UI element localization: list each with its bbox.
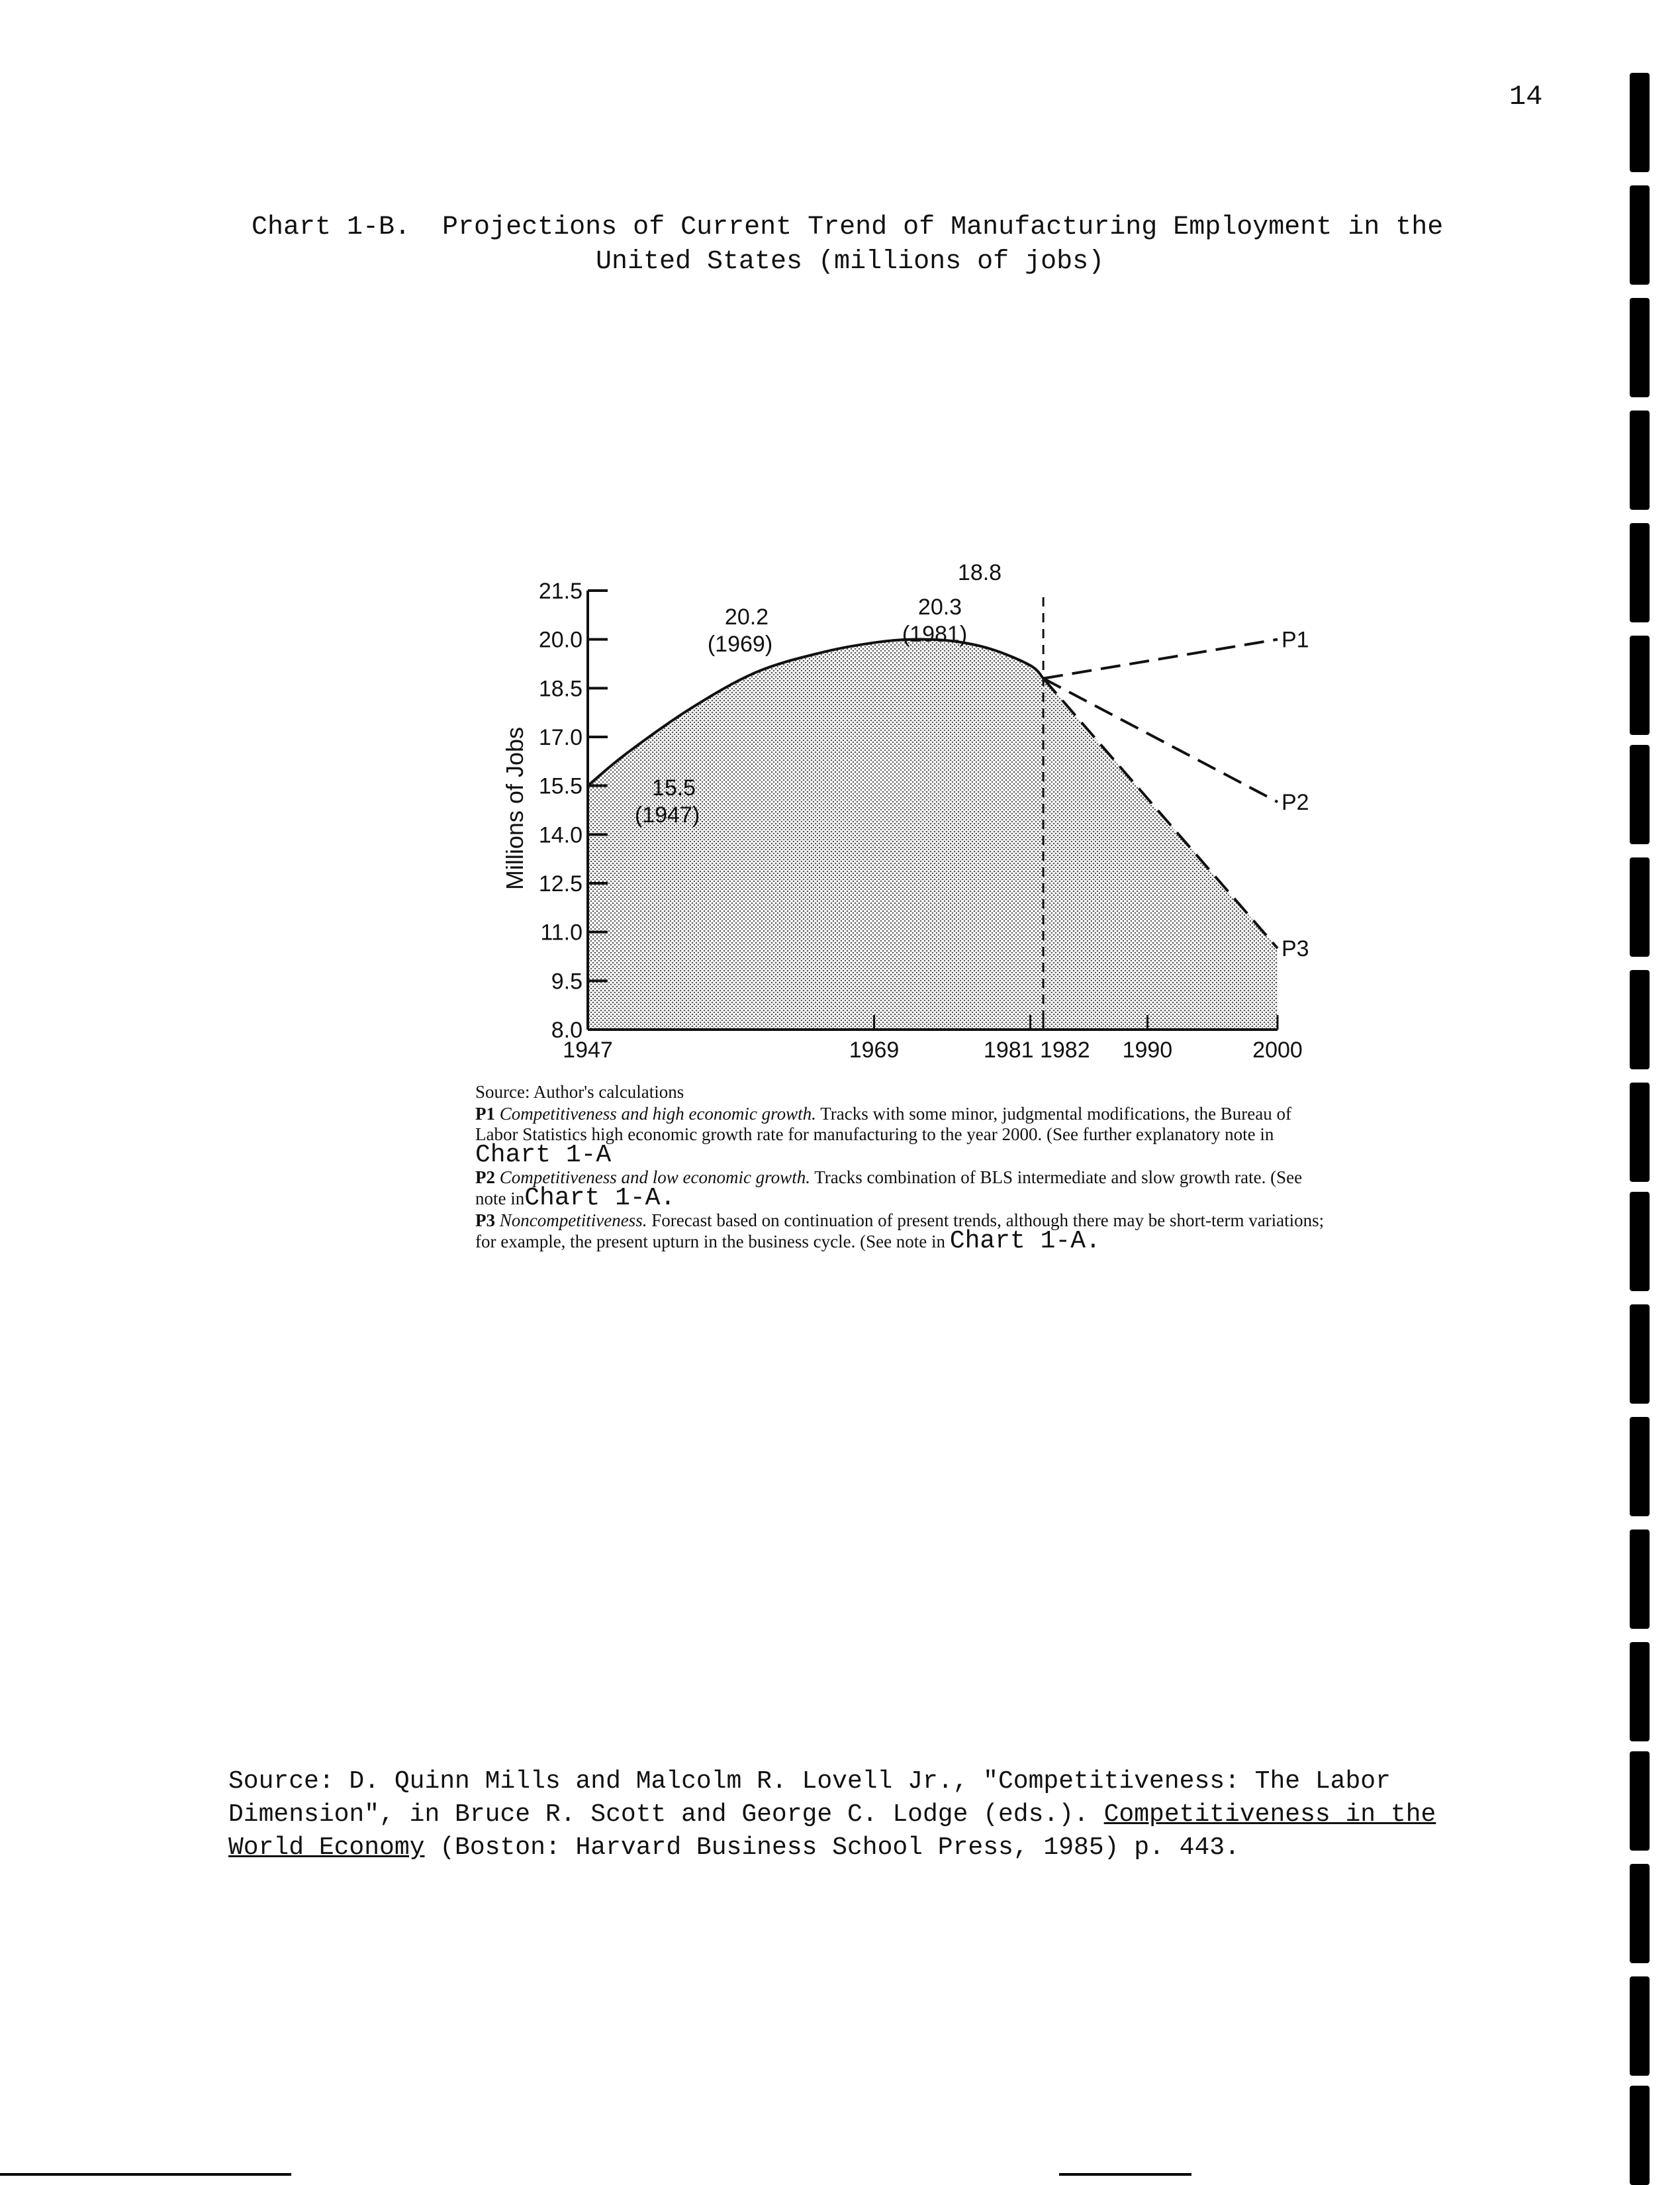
x-tick-label: 1981 1982 [983, 1038, 1090, 1063]
note-p3 [475, 1210, 1336, 1255]
binding-mark [1630, 1192, 1650, 1291]
x-tick-label: 1990 [1122, 1038, 1173, 1063]
note-p2-label: P2 [475, 1167, 495, 1187]
x-tick-label: 1947 [563, 1038, 613, 1063]
annotation-year: (1947) [634, 802, 700, 828]
y-tick-label: 11.0 [540, 920, 583, 946]
binding-mark [1630, 298, 1650, 397]
binding-mark [1630, 2086, 1650, 2185]
citation-part2: (Boston: Harvard Business School Press, 1985) p. 443. [424, 1833, 1240, 1862]
y-tick-label: 20.0 [538, 627, 583, 653]
chart-title-line2: United States (millions of jobs) [596, 247, 1105, 277]
note-p1-label: P1 [475, 1104, 495, 1124]
projection-label-p2: P2 [1282, 790, 1309, 816]
note-p1-ref: Chart 1-A [475, 1141, 612, 1169]
x-tick-label: 2000 [1252, 1038, 1303, 1063]
annotation-year: (1969) [707, 632, 773, 657]
binding-mark [1630, 411, 1650, 510]
binding-mark [1630, 1976, 1650, 2076]
note-p3-text: Forecast based on continuation of present trends, although there may be short-term variations; for example, the present upturn in the business cycle. (See note in [475, 1210, 1325, 1251]
notes-source: Source: Author's calculations [475, 1082, 684, 1102]
note-p3-ref: Chart 1-A. [949, 1227, 1101, 1255]
binding-mark [1630, 1083, 1650, 1182]
binding-mark [1630, 1864, 1650, 1963]
note-p2-title: Competitiveness and low economic growth. [499, 1167, 810, 1187]
footer-rule [1059, 2173, 1191, 2176]
y-tick-label: 18.5 [538, 676, 583, 702]
footer-rule [0, 2173, 291, 2176]
citation-book-title: Competitiveness in the World Economy [228, 1800, 1436, 1862]
annotation-value: 20.3 [917, 595, 962, 620]
binding-mark [1630, 523, 1650, 622]
binding-mark [1630, 1417, 1650, 1516]
page-number: 14 [1509, 81, 1543, 113]
binding-mark [1630, 73, 1650, 172]
note-p3-title: Noncompetitiveness. [499, 1210, 647, 1230]
binding-mark [1630, 745, 1650, 844]
binding-mark [1630, 1642, 1650, 1741]
source-citation [228, 1765, 1486, 1865]
binding-mark [1630, 970, 1650, 1069]
note-p2-ref: Chart 1-A. [524, 1184, 676, 1212]
binding-mark [1630, 857, 1650, 957]
note-p2-text: Tracks combination of BLS intermediate and slow growth rate. (See note in [475, 1167, 1303, 1208]
projection-line-p1 [1043, 640, 1278, 679]
x-tick-label: 1969 [849, 1038, 900, 1063]
binding-mark [1630, 636, 1650, 735]
citation-part1: Source: D. Quinn Mills and Malcolm R. Lovell Jr., "Competitiveness: The Labor Dimension", in Bruce R. Scott and George C. Lodge (eds.). [228, 1767, 1391, 1829]
note-p3-label: P3 [475, 1210, 495, 1230]
note-p1-text: Tracks with some minor, judgmental modifications, the Bureau of Labor Statistics high economic growth rate for manufacturing to the year 2000. (See further explanatory note in [475, 1104, 1292, 1144]
y-axis-label: Millions of Jobs [501, 726, 528, 891]
binding-mark [1630, 1751, 1650, 1851]
note-p1 [475, 1104, 1336, 1169]
note-p1-title: Competitiveness and high economic growth. [499, 1104, 816, 1124]
annotation-value: 18.8 [957, 560, 1002, 585]
y-tick-label: 12.5 [538, 871, 583, 897]
annotation-year: (1981) [902, 622, 968, 647]
binding-mark [1630, 1530, 1650, 1629]
chart-title-line1: Chart 1-B. Projections of Current Trend of Manufacturing Employment in the [252, 213, 1444, 242]
y-tick-label: 15.5 [538, 773, 583, 799]
projection-label-p1: P1 [1282, 627, 1309, 653]
y-tick-label: 21.5 [538, 579, 583, 604]
note-p2 [475, 1167, 1336, 1212]
shaded-area [588, 640, 1278, 1030]
y-tick-label: 17.0 [538, 725, 583, 750]
projection-label-p3: P3 [1282, 936, 1309, 962]
y-tick-label: 9.5 [551, 969, 583, 995]
chart-notes [475, 1082, 1336, 1253]
y-tick-label: 8.0 [551, 1018, 583, 1043]
binding-mark [1630, 185, 1650, 285]
binding-mark [1630, 1304, 1650, 1404]
annotation-value: 20.2 [724, 605, 769, 630]
annotation-value: 15.5 [651, 775, 696, 801]
y-tick-label: 14.0 [538, 822, 583, 848]
